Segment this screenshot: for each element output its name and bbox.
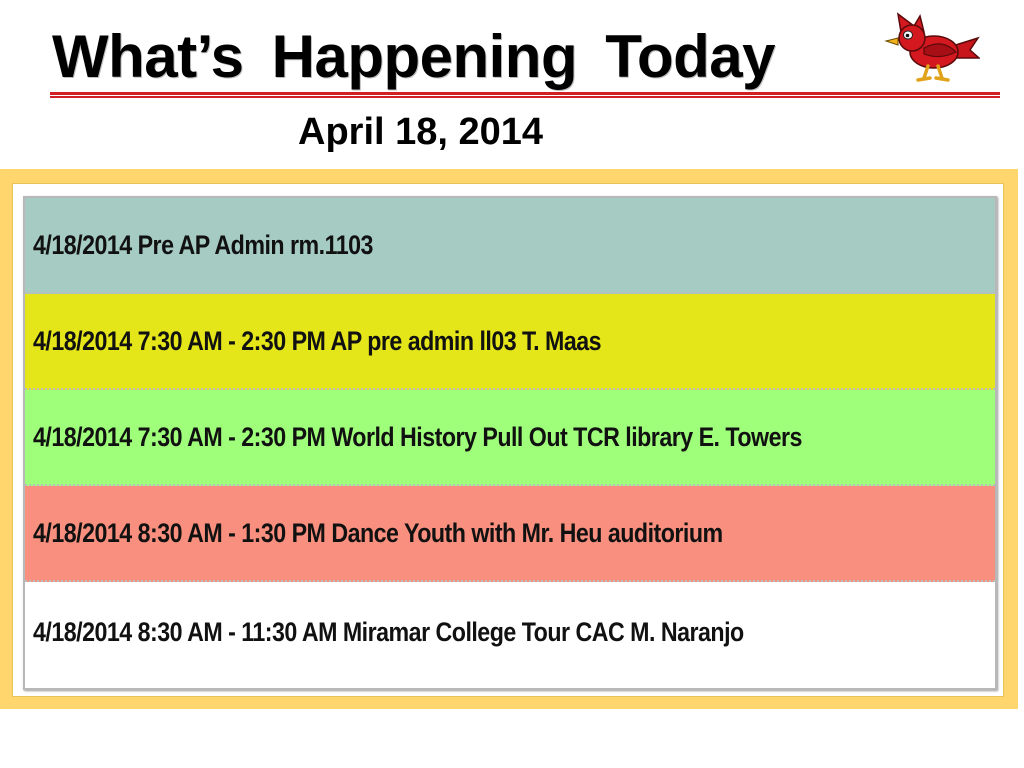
events-list — [23, 196, 997, 690]
event-text: 4/18/2014 7:30 AM - 2:30 PM World History Pull Out TCR library E. Towers — [33, 421, 802, 452]
event-text: 4/18/2014 7:30 AM - 2:30 PM AP pre admin ll03 T. Maas — [33, 325, 602, 356]
event-row — [25, 390, 995, 486]
title-underline — [50, 92, 1000, 99]
date-subtitle: April 18, 2014 — [298, 111, 544, 153]
events-frame — [0, 169, 1018, 709]
event-text: 4/18/2014 8:30 AM - 1:30 PM Dance Youth with Mr. Heu auditorium — [33, 517, 723, 548]
page-title: What’s Happening Today — [52, 23, 776, 90]
event-row — [25, 486, 995, 582]
event-text: 4/18/2014 Pre AP Admin rm.1103 — [33, 229, 373, 260]
event-row — [25, 294, 995, 390]
event-row — [25, 582, 995, 682]
event-text: 4/18/2014 8:30 AM - 11:30 AM Miramar College Tour CAC M. Naranjo — [33, 616, 744, 647]
cardinal-mascot-icon — [884, 8, 980, 86]
event-row — [25, 198, 995, 294]
events-frame-inner — [12, 183, 1004, 697]
